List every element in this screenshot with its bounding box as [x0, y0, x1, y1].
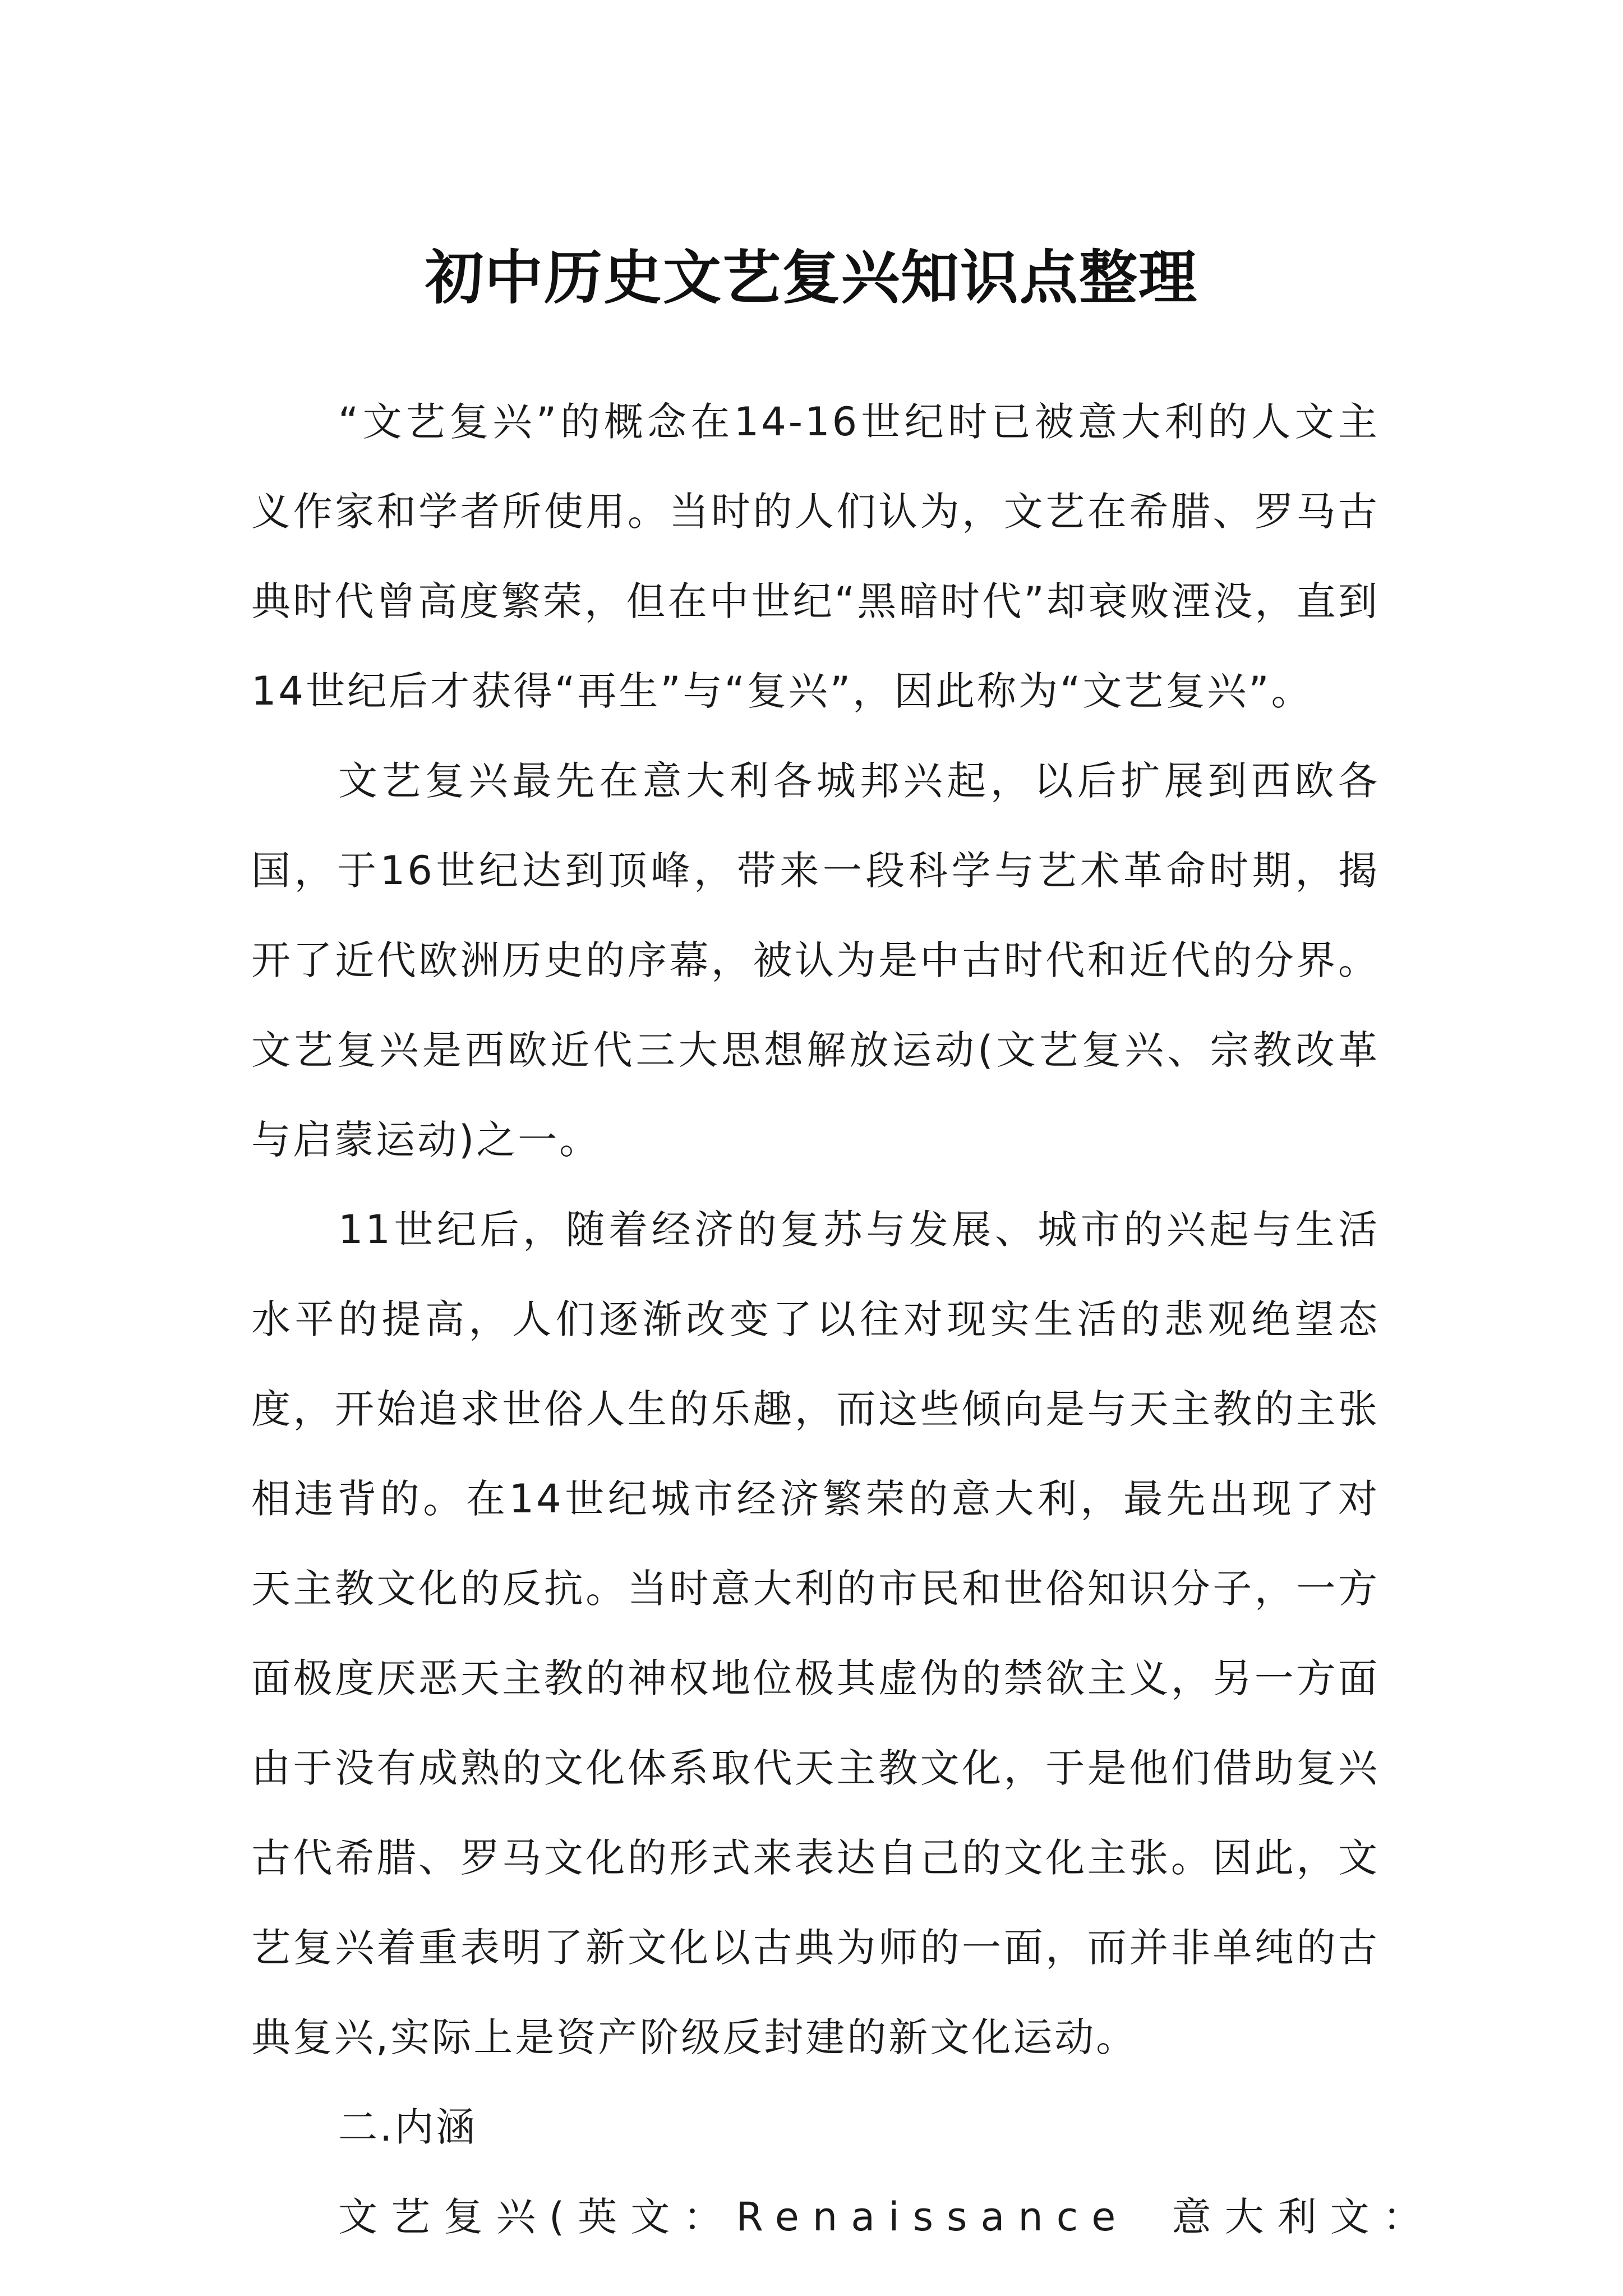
paragraph-background: 11世纪后，随着经济的复苏与发展、城市的兴起与生活水平的提高，人们逐渐改变了以往对现实生活的悲观绝望态度，开始追求世俗人生的乐趣，而这些倾向是与天主教的主张相违背的。在14世纪城市经济繁荣的意大利，最先出现了对天主教文化的反抗。当时意大利的市民和世俗知识分子，一方面极度厌恶天主教的神权地位极其虚伪的禁欲主义，另一方面由于没有成熟的文化体系取代天主教文化，于是他们借助复兴古代希腊、罗马文化的形式来表达自己的文化主张。因此，文艺复兴着重表明了新文化以古典为师的一面，而并非单纯的古典复兴,实际上是资产阶级反封建的新文化运动。 — [251, 1207, 1380, 2060]
paragraph-concept: “文艺复兴”的概念在14-16世纪时已被意大利的人文主义作家和学者所使用。当时的人们认为，文艺在希腊、罗马古典时代曾高度繁荣，但在中世纪“黑暗时代”却衰败湮没，直到14世纪后才获得“再生”与“复兴”，因此称为“文艺复兴”。 — [251, 399, 1380, 714]
section-heading: 二.内涵 — [338, 2104, 478, 2150]
paragraph-definition: 文艺复兴(英文：Renaissance 意大利文： — [338, 2194, 1436, 2240]
document-title: 初中历史文艺复兴知识点整理 — [425, 242, 1198, 312]
paragraph-origin: 文艺复兴最先在意大利各城邦兴起，以后扩展到西欧各国，于16世纪达到顶峰，带来一段科学与艺术革命时期，揭开了近代欧洲历史的序幕，被认为是中古时代和近代的分界。文艺复兴是西欧近代三大思想解放运动(文艺复兴、宗教改革与启蒙运动)之一。 — [251, 758, 1380, 1163]
document-body — [251, 377, 1436, 2262]
